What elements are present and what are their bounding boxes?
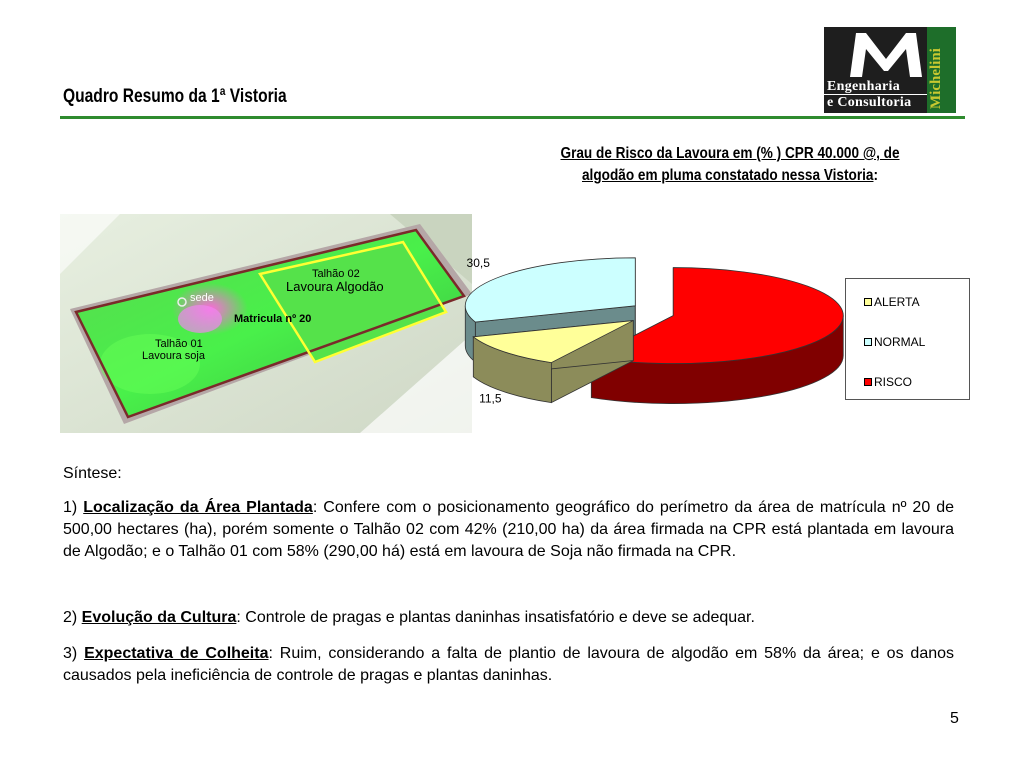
legend-swatch-risco [864,378,872,386]
legend-label-risco: RISCO [874,375,913,389]
p1-body: : Confere com o posicionamento geográfico do perímetro da área de matrícula nº 20 de 500,00 hectares (ha), porém somente o Talhão 02 com 42% (210,00 ha) da área firmada na CPR está plantada em lavoura de Algodão; e o Talhão 01 com 58% (290,00 há) está em lavoura de Soja não firmada na CPR. [63,499,955,560]
title-divider [60,116,965,119]
logo-line-consultoria: e Consultoria [827,95,912,110]
legend-label-alerta: ALERTA [874,295,920,309]
data-label-alerta: 11,5 [479,391,502,406]
p1-number: 1) [63,499,84,516]
map-label-talhao01: Talhão 01 [155,338,203,350]
map-label-matricula: Matricula nº 20 [234,313,312,325]
map-label-sede: sede [190,292,214,304]
p2-number: 2) [63,609,82,626]
slide-title: Quadro Resumo da 1ª Vistoria [63,86,287,107]
chart-title-line2: algodão em pluma constatado nessa Vistoria [581,167,874,184]
legend-swatch-normal [864,338,872,346]
p3-keyword: Expectativa de Colheita [84,645,269,662]
legend-label-normal: NORMAL [874,335,926,349]
chart-title-line1: Grau de Risco da Lavoura em (% ) CPR 40.000 @, de [560,145,900,162]
logo-line-engenharia: Engenharia [827,79,901,94]
p2-keyword: Evolução da Cultura [81,609,237,626]
paragraph-localizacao [63,497,954,563]
company-logo [824,27,956,113]
page-number: 5 [950,710,959,727]
chart-title [539,143,922,187]
p1-keyword: Localização da Área Plantada [83,499,313,516]
satellite-map-image [60,214,472,433]
legend-swatch-alerta [864,298,872,306]
data-label-normal: 30,5 [466,256,490,271]
p3-body: : Ruim, considerando a falta de plantio de lavoura de algodão em 58% da área; e os danos causados pela ineficiência de controle de pragas e plantas daninhas. [63,645,955,684]
paragraph-expectativa [63,643,954,687]
map-label-talhao02: Talhão 02 [312,268,360,280]
map-label-lavoura-algodao: Lavoura Algodão [286,279,384,294]
map-label-lavoura-soja: Lavoura soja [142,350,205,362]
satellite-map-svg [60,214,472,433]
p2-body: : Controle de pragas e plantas daninhas insatisfatório e deve se adequar. [236,609,755,626]
legend-item-normal [874,335,925,349]
paragraph-evolucao [63,607,954,629]
p3-number: 3) [63,645,85,662]
legend-item-alerta [874,295,920,309]
chart-legend [845,278,970,400]
logo-vertical-text: Michelini [928,48,944,109]
legend-item-risco [874,375,912,389]
logo-m-icon [846,29,930,79]
chart-title-colon: : [873,167,879,184]
sintese-heading: Síntese: [63,465,122,482]
